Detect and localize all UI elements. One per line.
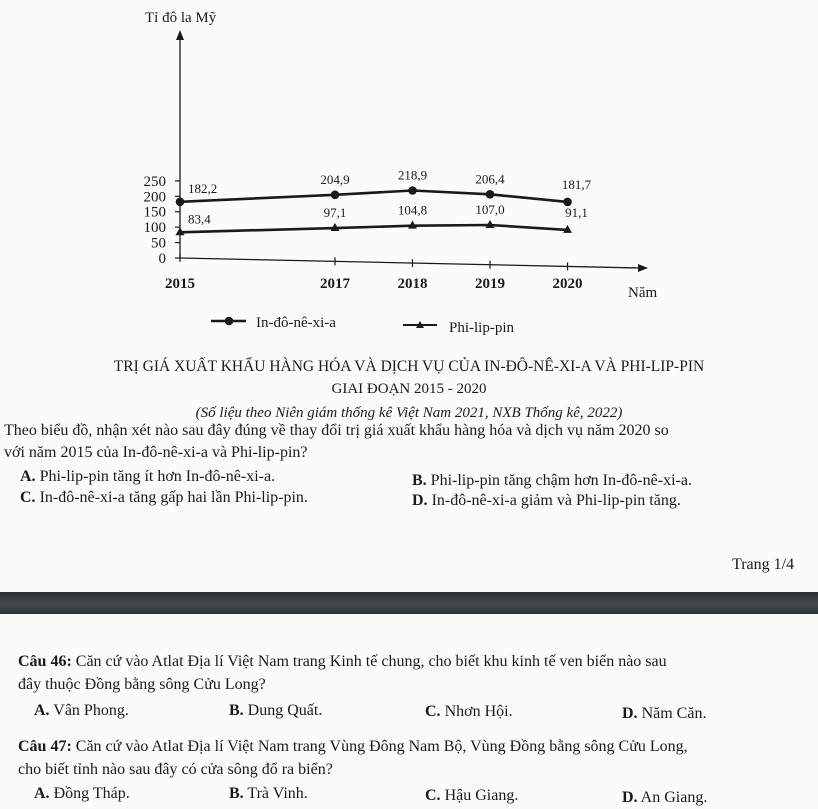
legend-marker-1	[225, 317, 234, 326]
question-text-line-1: Theo biểu đồ, nhận xét nào sau đây đúng về thay đổi trị giá xuất khẩu hàng hóa và dịch vụ năm 2020 so	[4, 422, 669, 439]
q46-option-d[interactable]	[622, 705, 706, 723]
data-label: 104,8	[397, 202, 428, 218]
y-tick-label: 200	[143, 189, 166, 206]
option-key: B.	[412, 472, 427, 489]
data-label: 97,1	[323, 205, 347, 221]
option-text: Vân Phong.	[49, 702, 129, 719]
data-point	[176, 198, 185, 207]
option-key: C.	[425, 787, 441, 804]
option-text: Dung Quất.	[243, 702, 323, 719]
q46-option-c[interactable]	[425, 703, 513, 721]
answer-option-c[interactable]	[20, 489, 308, 507]
page-separator	[0, 592, 818, 614]
q46-line-1	[18, 653, 667, 671]
option-text: In-đô-nê-xi-a giảm và Phi-lip-pin tăng.	[427, 492, 681, 509]
q46-option-a[interactable]	[34, 702, 129, 720]
x-tick-label: 2015	[165, 276, 195, 292]
data-label: 182,2	[188, 180, 218, 196]
x-axis-title: Năm	[628, 285, 658, 301]
q47-option-c[interactable]	[425, 787, 518, 805]
q47-option-d[interactable]	[622, 789, 707, 807]
data-label: 107,0	[475, 202, 505, 218]
exam-page-2	[0, 614, 818, 809]
option-key: A.	[20, 468, 36, 485]
option-text: Đồng Tháp.	[49, 785, 130, 802]
x-tick-label: 2017	[320, 276, 350, 292]
legend-label-2: Phi-lip-pin	[449, 320, 515, 336]
q47-label: Câu 47:	[18, 738, 72, 755]
data-label: 91,1	[565, 204, 588, 220]
answer-option-d[interactable]	[412, 492, 681, 510]
q47-line-2: cho biết tỉnh nào sau đây có cửa sông đổ ra biển?	[18, 761, 333, 778]
data-label: 206,4	[475, 171, 505, 187]
option-key: A.	[34, 785, 50, 802]
data-label: 204,9	[320, 171, 350, 187]
q47-line-1	[18, 738, 688, 756]
line-chart	[0, 0, 818, 340]
option-key: B.	[229, 702, 244, 719]
data-label: 83,4	[188, 211, 211, 227]
option-text: In-đô-nê-xi-a tăng gấp hai lần Phi-lip-pin.	[35, 489, 308, 506]
data-label: 181,7	[561, 176, 592, 192]
option-key: B.	[229, 785, 244, 802]
page-number: Trang 1/4	[732, 556, 795, 573]
series-line-1	[180, 190, 568, 201]
x-tick-label: 2020	[552, 276, 583, 292]
q46-label: Câu 46:	[18, 653, 72, 670]
option-text: Phi-lip-pin tăng chậm hơn In-đô-nê-xi-a.	[426, 472, 692, 489]
x-axis-arrow	[638, 264, 648, 272]
option-key: D.	[622, 705, 638, 722]
answer-option-a[interactable]	[20, 468, 275, 486]
option-text: Hậu Giang.	[440, 787, 519, 804]
data-point	[408, 186, 417, 195]
option-text: An Giang.	[637, 789, 708, 806]
x-axis	[180, 258, 640, 268]
q46-text: Căn cứ vào Atlat Địa lí Việt Nam trang Kinh tế chung, cho biết khu kinh tế ven biển nào sau	[71, 653, 667, 670]
option-key: D.	[622, 789, 638, 806]
y-tick-label: 100	[143, 220, 166, 237]
data-point	[331, 191, 340, 200]
question-text-line-2: với năm 2015 của In-đô-nê-xi-a và Phi-lip-pin?	[4, 444, 308, 461]
x-tick-label: 2019	[475, 276, 505, 292]
legend-label-1: In-đô-nê-xi-a	[256, 315, 336, 331]
option-text: Phi-lip-pin tăng ít hơn In-đô-nê-xi-a.	[35, 468, 276, 485]
y-tick-label: 50	[151, 235, 166, 252]
q46-line-2: đây thuộc Đồng bằng sông Cửu Long?	[18, 676, 266, 693]
q46-option-b[interactable]	[229, 702, 322, 720]
option-key: C.	[20, 489, 36, 506]
option-text: Năm Căn.	[637, 705, 707, 722]
y-axis-title: Tỉ đô la Mỹ	[145, 10, 217, 26]
answer-option-b[interactable]	[412, 472, 692, 490]
chart-subtitle: GIAI ĐOẠN 2015 - 2020	[331, 381, 487, 397]
chart-source: (Số liệu theo Niên giám thống kê Việt Nam 2021, NXB Thống kê, 2022)	[195, 405, 623, 421]
data-label: 218,9	[397, 167, 428, 183]
series-line-2	[180, 225, 568, 232]
option-key: D.	[412, 492, 428, 509]
q47-text: Căn cứ vào Atlat Địa lí Việt Nam trang Vùng Đông Nam Bộ, Vùng Đồng bằng sông Cửu Long,	[71, 738, 688, 755]
q47-option-b[interactable]	[229, 785, 308, 803]
option-key: C.	[425, 703, 441, 720]
y-tick-label: 0	[158, 251, 166, 267]
y-tick-label: 150	[143, 204, 166, 221]
data-point	[486, 190, 495, 199]
option-text: Trà Vinh.	[243, 785, 308, 802]
y-axis-arrow	[176, 30, 184, 40]
chart-title: TRỊ GIÁ XUẤT KHẨU HÀNG HÓA VÀ DỊCH VỤ CỦA IN-ĐÔ-NÊ-XI-A VÀ PHI-LIP-PIN	[113, 358, 705, 375]
q47-option-a[interactable]	[34, 785, 130, 803]
option-text: Nhơn Hội.	[440, 703, 513, 720]
x-tick-label: 2018	[397, 276, 428, 292]
option-key: A.	[34, 702, 50, 719]
y-tick-label: 250	[143, 173, 166, 190]
